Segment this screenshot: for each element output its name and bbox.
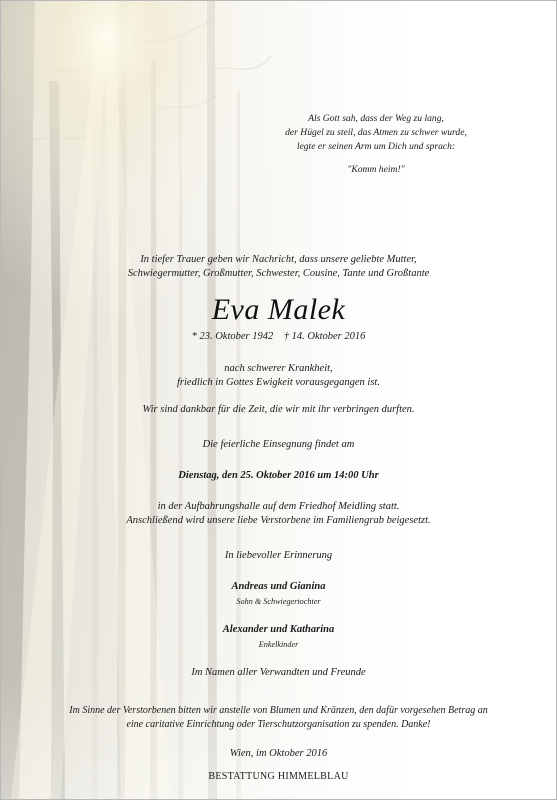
- donation-line-1: Im Sinne der Verstorbenen bitten wir anstelle von Blumen und Kränzen, den dafür vorgesehen Betrag an: [69, 705, 488, 716]
- ceremony-datetime: Dienstag, den 25. Oktober 2016 um 14:00 Uhr: [178, 470, 379, 481]
- life-dates: * 23. Oktober 1942 † 14. Oktober 2016: [191, 331, 366, 342]
- mourner-names: Andreas und Gianina: [231, 581, 326, 592]
- poem-line-4: "Komm heim!": [347, 164, 405, 175]
- passing-line-2: friedlich in Gottes Ewigkeit vorausgegangen ist.: [177, 377, 380, 388]
- undertaker-name: BESTATTUNG HIMMELBLAU: [208, 771, 349, 782]
- mourner-names: Alexander und Katharina: [222, 624, 335, 635]
- poem-line-3: legte er seinen Arm um Dich und sprach:: [296, 141, 456, 152]
- poem-line-1: Als Gott sah, dass der Weg zu lang,: [308, 113, 444, 124]
- mourner-relation: Sohn & Schwiegertochter: [236, 597, 321, 606]
- mourner-relation: Enkelkinder: [258, 640, 299, 649]
- donation-line-2: eine caritative Einrichtung oder Tierschutzorganisation zu spenden. Danke!: [126, 719, 431, 730]
- ceremony-intro: Die feierliche Einsegnung findet am: [202, 439, 355, 450]
- gratitude-text: Wir sind dankbar für die Zeit, die wir mit ihr verbringen durften.: [142, 404, 415, 415]
- poem-line-2: der Hügel zu steil, das Atmen zu schwer wurde,: [285, 127, 467, 138]
- announcement-line-2: Schwiegermutter, Großmutter, Schwester, Cousine, Tante und Großtante: [127, 268, 430, 279]
- deceased-name: Eva Malek: [211, 293, 346, 326]
- announcement-line-1: In tiefer Trauer geben wir Nachricht, dass unsere geliebte Mutter,: [140, 254, 417, 265]
- mourners-intro: In liebevoller Erinnerung: [224, 550, 333, 561]
- ceremony-location: in der Aufbahrungshalle auf dem Friedhof Meidling statt.: [157, 501, 400, 512]
- passing-line-1: nach schwerer Krankheit,: [224, 363, 333, 374]
- place-date: Wien, im Oktober 2016: [229, 748, 328, 759]
- obituary-text: [1, 1, 556, 799]
- other-mourners: Im Namen aller Verwandten und Freunde: [191, 667, 366, 678]
- burial-text: Anschließend wird unsere liebe Verstorbene im Familiengrab beigesetzt.: [126, 515, 431, 526]
